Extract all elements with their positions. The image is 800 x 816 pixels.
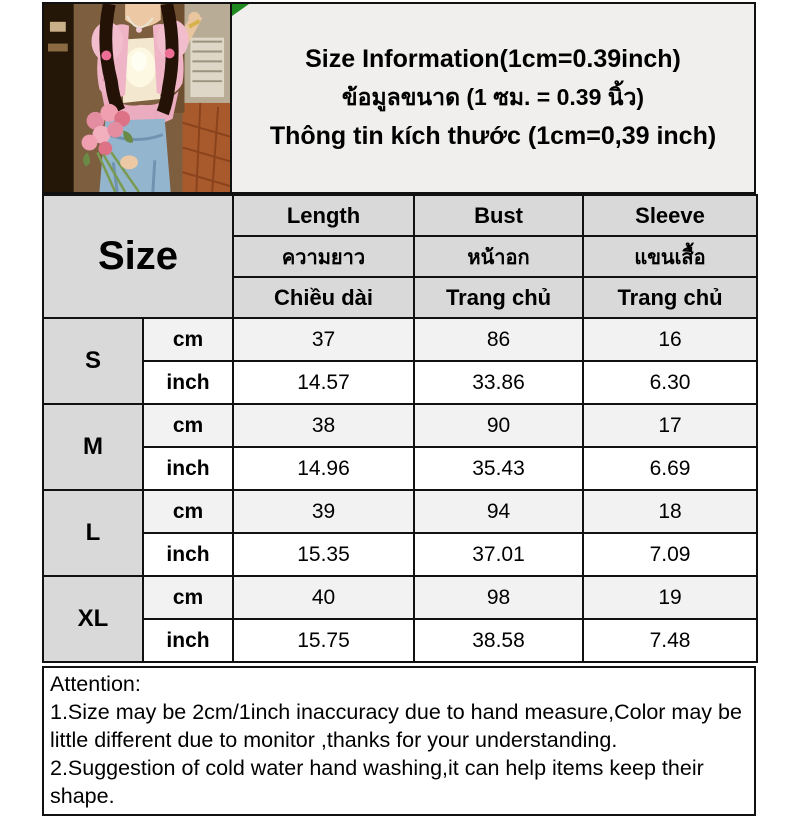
value-cell: 86 (414, 318, 583, 361)
title-panel (232, 4, 754, 192)
title-vietnamese: Thông tin kích thước (1cm=0,39 inch) (269, 122, 717, 150)
value-cell: 90 (414, 404, 583, 447)
title-thai: ข้อมูลขนาด (1 ซม. = 0.39 นิ้ว) (341, 84, 645, 110)
unit-inch-label: inch (143, 619, 233, 662)
size-row-label: S (43, 318, 143, 404)
col-header-length-vi: Chiều dài (233, 277, 414, 318)
value-cell: 7.09 (583, 533, 757, 576)
attention-note-2: 2.Suggestion of cold water hand washing,it can help items keep their shape. (50, 756, 704, 808)
value-cell: 18 (583, 490, 757, 533)
folded-corner-icon (232, 4, 249, 16)
product-photo-illustration (44, 4, 230, 192)
value-cell: 38.58 (414, 619, 583, 662)
unit-cm-label: cm (143, 490, 233, 533)
attention-heading: Attention: (50, 672, 141, 696)
col-header-length-en: Length (233, 195, 414, 236)
unit-inch-label: inch (143, 533, 233, 576)
size-header-cell: Size (43, 195, 233, 318)
value-cell: 35.43 (414, 447, 583, 490)
col-header-sleeve-en: Sleeve (583, 195, 757, 236)
value-cell: 94 (414, 490, 583, 533)
col-header-bust-en: Bust (414, 195, 583, 236)
size-table (42, 194, 758, 663)
col-header-sleeve-th: แขนเสื้อ (583, 236, 757, 277)
value-cell: 40 (233, 576, 414, 619)
value-cell: 33.86 (414, 361, 583, 404)
unit-cm-label: cm (143, 318, 233, 361)
size-row-label: M (43, 404, 143, 490)
value-cell: 16 (583, 318, 757, 361)
value-cell: 14.96 (233, 447, 414, 490)
value-cell: 15.35 (233, 533, 414, 576)
value-cell: 37.01 (414, 533, 583, 576)
header-section (42, 2, 756, 194)
col-header-sleeve-vi: Trang chủ (583, 277, 757, 318)
value-cell: 98 (414, 576, 583, 619)
value-cell: 39 (233, 490, 414, 533)
value-cell: 37 (233, 318, 414, 361)
value-cell: 15.75 (233, 619, 414, 662)
value-cell: 14.57 (233, 361, 414, 404)
attention-notes (42, 666, 756, 816)
unit-cm-label: cm (143, 404, 233, 447)
size-info-sheet (42, 2, 756, 816)
value-cell: 19 (583, 576, 757, 619)
value-cell: 7.48 (583, 619, 757, 662)
col-header-length-th: ความยาว (233, 236, 414, 277)
title-english: Size Information(1cm=0.39inch) (305, 45, 681, 73)
unit-cm-label: cm (143, 576, 233, 619)
size-row-label: L (43, 490, 143, 576)
value-cell: 6.69 (583, 447, 757, 490)
size-row-label: XL (43, 576, 143, 662)
value-cell: 38 (233, 404, 414, 447)
value-cell: 6.30 (583, 361, 757, 404)
col-header-bust-th: หน้าอก (414, 236, 583, 277)
value-cell: 17 (583, 404, 757, 447)
unit-inch-label: inch (143, 361, 233, 404)
unit-inch-label: inch (143, 447, 233, 490)
col-header-bust-vi: Trang chủ (414, 277, 583, 318)
attention-note-1: 1.Size may be 2cm/1inch inaccuracy due to hand measure,Color may be little different due to monitor ,thanks for your understanding. (50, 700, 742, 752)
product-photo (44, 4, 232, 192)
